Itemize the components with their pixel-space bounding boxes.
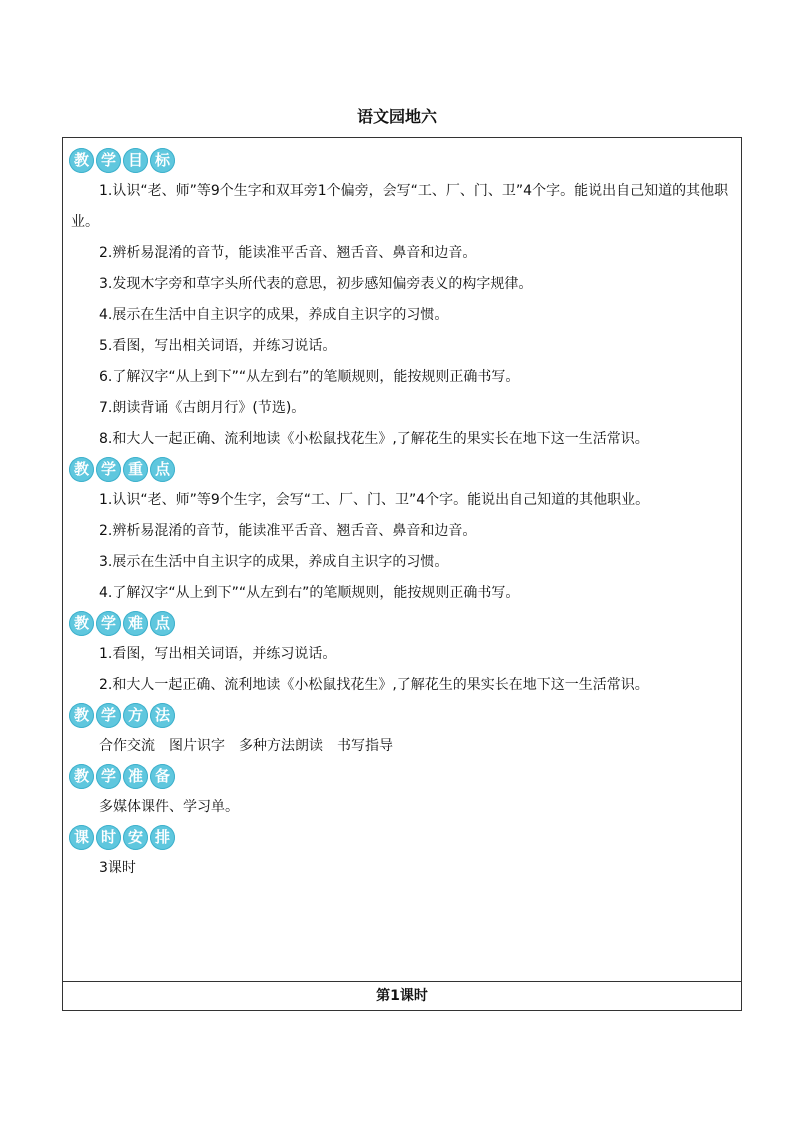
difficulty-item: 2.和大人一起正确、流利地读《小松鼠找花生》,了解花生的果实长在地下这一生活常识。 [99, 677, 649, 693]
heading-badge: 排 [150, 825, 175, 850]
goal-item: 1.认识“老、师”等9个生字和双耳旁1个偏旁，会写“工、厂、门、卫”4个字。能说出自己知道的其他职业。 [71, 183, 729, 230]
heading-badge: 难 [123, 611, 148, 636]
heading-badge: 时 [96, 825, 121, 850]
heading-badge: 学 [96, 611, 121, 636]
heading-badge: 学 [96, 764, 121, 789]
heading-badge: 教 [69, 703, 94, 728]
heading-badge: 准 [123, 764, 148, 789]
heading-teaching-preparation [69, 764, 733, 792]
goal-item: 7.朗读背诵《古朗月行》(节选)。 [99, 400, 306, 416]
page-title: 语文园地六 [356, 107, 437, 126]
difficulty-item: 1.看图，写出相关词语，并练习说话。 [99, 646, 337, 662]
goal-item: 8.和大人一起正确、流利地读《小松鼠找花生》,了解花生的果实长在地下这一生活常识。 [99, 431, 649, 447]
class-hours-item: 3课时 [99, 860, 136, 876]
heading-badge: 教 [69, 764, 94, 789]
goal-item: 3.发现木字旁和草字头所代表的意思，初步感知偏旁表义的构字规律。 [99, 276, 533, 292]
lesson-one-row: 第1课时 [63, 981, 741, 1011]
heading-badge: 课 [69, 825, 94, 850]
heading-teaching-goals [69, 148, 733, 176]
heading-badge: 学 [96, 703, 121, 728]
heading-badge: 教 [69, 611, 94, 636]
focus-item: 4.了解汉字“从上到下”“从左到右”的笔顺规则，能按规则正确书写。 [99, 585, 520, 601]
heading-badge: 标 [150, 148, 175, 173]
heading-badge: 教 [69, 148, 94, 173]
methods-item: 合作交流 图片识字 多种方法朗读 书写指导 [99, 738, 393, 754]
heading-badge: 目 [123, 148, 148, 173]
lesson-plan-table [62, 137, 742, 1011]
goal-item: 2.辨析易混淆的音节，能读准平舌音、翘舌音、鼻音和边音。 [99, 245, 477, 261]
heading-class-hours [69, 825, 733, 853]
goal-item: 4.展示在生活中自主识字的成果，养成自主识字的习惯。 [99, 307, 449, 323]
heading-teaching-difficulties [69, 611, 733, 639]
lesson-plan-content [69, 146, 733, 884]
heading-teaching-focus [69, 457, 733, 485]
heading-badge: 点 [150, 611, 175, 636]
heading-badge: 方 [123, 703, 148, 728]
heading-badge: 教 [69, 457, 94, 482]
heading-badge: 法 [150, 703, 175, 728]
heading-teaching-methods [69, 703, 733, 731]
focus-item: 1.认识“老、师”等9个生字，会写“工、厂、门、卫”4个字。能说出自己知道的其他职业。 [99, 492, 650, 508]
goal-item: 5.看图，写出相关词语，并练习说话。 [99, 338, 337, 354]
heading-badge: 重 [123, 457, 148, 482]
focus-item: 3.展示在生活中自主识字的成果，养成自主识字的习惯。 [99, 554, 449, 570]
preparation-item: 多媒体课件、学习单。 [99, 799, 239, 815]
heading-badge: 安 [123, 825, 148, 850]
heading-badge: 学 [96, 457, 121, 482]
focus-item: 2.辨析易混淆的音节，能读准平舌音、翘舌音、鼻音和边音。 [99, 523, 477, 539]
heading-badge: 学 [96, 148, 121, 173]
goal-item: 6.了解汉字“从上到下”“从左到右”的笔顺规则，能按规则正确书写。 [99, 369, 520, 385]
heading-badge: 点 [150, 457, 175, 482]
heading-badge: 备 [150, 764, 175, 789]
